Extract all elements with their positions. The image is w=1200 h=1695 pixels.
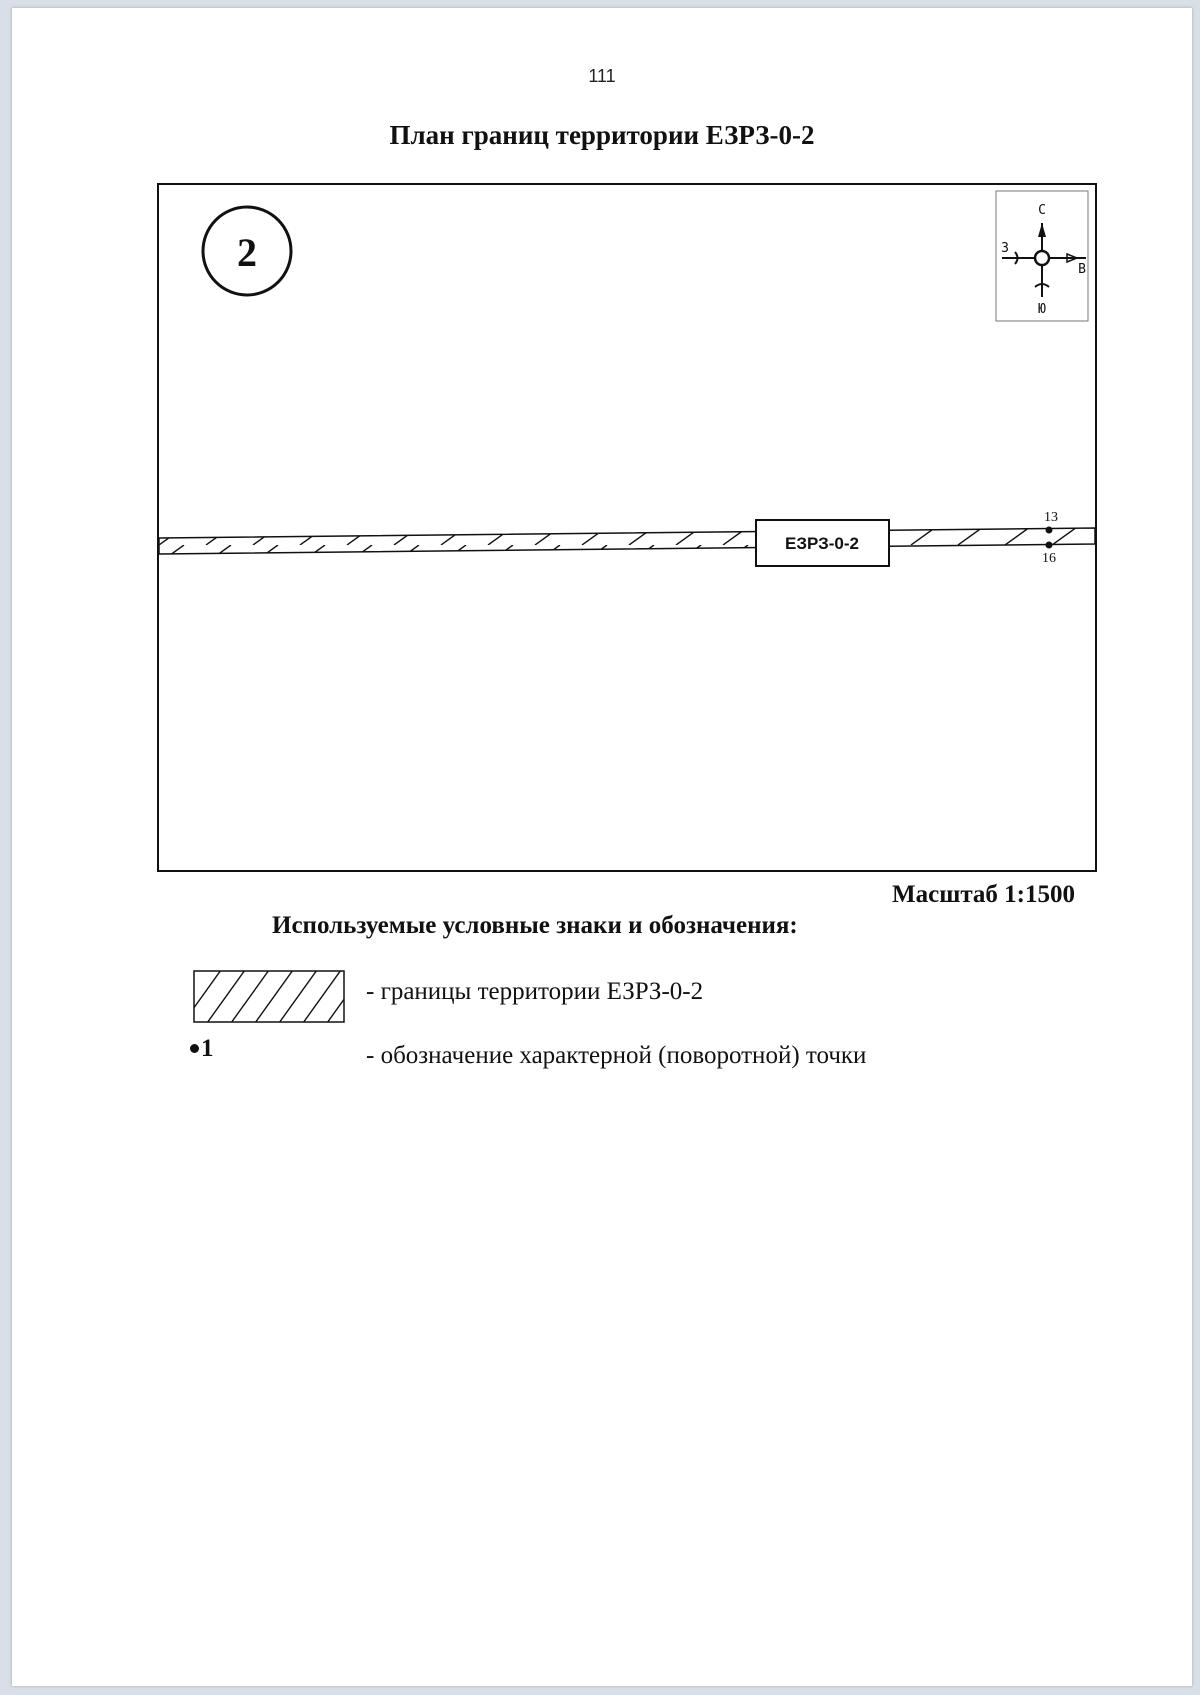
legend-point-symbol [190, 1035, 214, 1063]
sheet-number-marker [203, 207, 291, 295]
legend-hatched-boundary-icon [193, 970, 345, 1023]
map-scale: Масштаб 1:1500 [892, 881, 1075, 908]
legend-point-number: 1 [201, 1035, 214, 1062]
page-title: План границ территории ЕЗРЗ-0-2 [389, 120, 815, 150]
sheet-number: 2 [237, 230, 257, 275]
zone-label: ЕЗРЗ-0-2 [785, 534, 859, 553]
document-page [12, 8, 1192, 1686]
legend-boundary-text: - границы территории ЕЗРЗ-0-2 [366, 978, 704, 1005]
page-number: 111 [588, 66, 616, 86]
compass-south-label: Ю [1038, 302, 1046, 317]
legend-title: Используемые условные знаки и обозначения: [272, 912, 798, 939]
zone-label-box [756, 520, 889, 566]
legend-point-text: - обозначение характерной (поворотной) точки [366, 1042, 867, 1069]
compass-north-label: С [1038, 203, 1046, 218]
compass-west-label: З [1001, 241, 1009, 256]
point-dot-icon [190, 1044, 199, 1053]
point-16-label: 16 [1042, 551, 1056, 566]
point-13-label: 13 [1044, 510, 1058, 525]
compass-east-label: В [1078, 262, 1086, 277]
map-frame [157, 183, 1097, 872]
map-canvas [159, 185, 1095, 870]
compass-rose-icon [996, 191, 1088, 321]
territory-boundary-strip [159, 528, 1095, 554]
